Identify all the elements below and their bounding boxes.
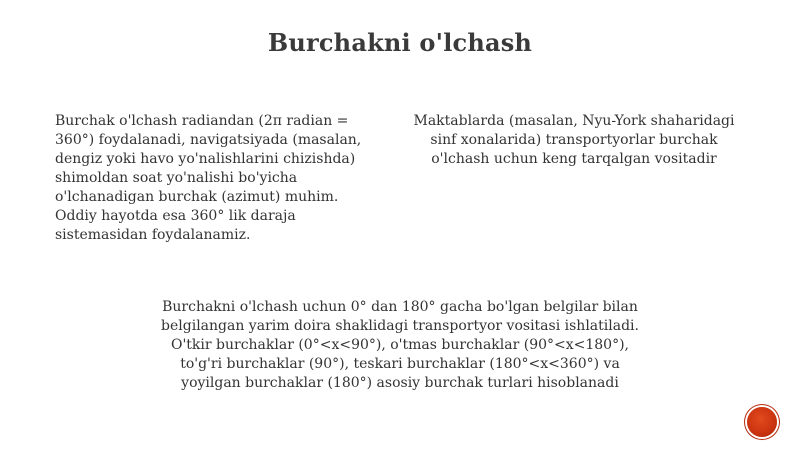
bottom-text-block: Burchakni o'lchash uchun 0° dan 180° gacha bo'lgan belgilar bilan belgilangan yarim doira shaklidagi transportyor vositasi ishlatiladi. O'tkir burchaklar (0°<x<90°), o'tmas burchaklar (90°<x<180°), to'g'ri burchaklar (90°), teskari burchaklar (180°<x<360°) va yoyilgan burchaklar (180°) asosiy burchak turlari hisoblanadi xyxy=(161,299,639,391)
slide-title: Burchakni o'lchash xyxy=(267,28,533,57)
left-text-block: Burchak o'lchash radiandan (2π radian = 360°) foydalanadi, navigatsiyada (masalan, dengiz yoki havo yo'nalishlarini chizishda) shimoldan soat yo'nalishi bo'yicha o'lchanadigan burchak (azimut) muhim. Oddiy hayotda esa 360° lik daraja sistemasidan foydalanamiz. xyxy=(55,113,362,243)
right-text-block: Maktablarda (masalan, Nyu-York shaharidagi sinf xonalarida) transportyorlar burchak o'lchash uchun keng tarqalgan vositadir xyxy=(413,113,735,167)
next-slide-button[interactable] xyxy=(747,407,777,437)
